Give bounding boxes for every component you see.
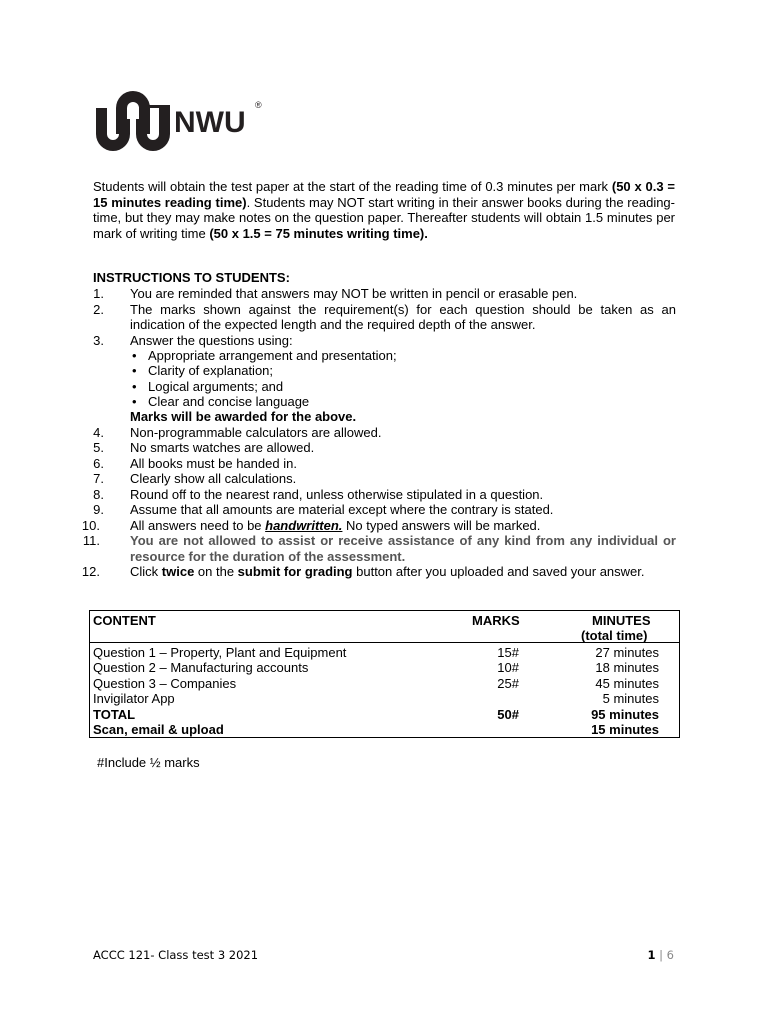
row-marks: 10# — [497, 660, 519, 675]
half-marks-note: #Include ½ marks — [97, 755, 200, 770]
page-separator: | — [659, 948, 664, 962]
intro-reading-time: (50 x 0.3 = 15 minutes reading time) — [93, 179, 675, 210]
logo-text: NWU — [174, 106, 246, 139]
instruction-item — [80, 456, 676, 472]
item-number: 5. — [93, 440, 104, 456]
item-text: The marks shown against the requirement(s) for each question should be taken as an indication of the expected length and the required depth of the answer. — [130, 301, 676, 332]
row-marks: 15# — [497, 645, 519, 660]
row-content: Question 2 – Manufacturing accounts — [93, 660, 309, 675]
criteria-item: • Appropriate arrangement and presentation; — [130, 348, 676, 363]
row-content: Invigilator App — [93, 691, 175, 706]
intro-text-1: Students will obtain the test paper at the start of the reading time of 0.3 minutes per mark — [93, 179, 609, 194]
upload-minutes: 15 minutes — [591, 722, 659, 737]
item-number: 7. — [93, 471, 104, 487]
item-number: 9. — [93, 502, 104, 518]
item-number: 12. — [81, 564, 100, 580]
submit-emphasis: submit for grading — [237, 564, 353, 580]
instruction-item — [80, 564, 676, 580]
instruction-item — [80, 518, 676, 534]
item-number: 10. — [81, 517, 100, 533]
item-number: 3. — [93, 332, 104, 348]
total-label: TOTAL — [93, 707, 136, 722]
criteria-item: • Logical arguments; and — [130, 379, 676, 394]
current-page: 1 — [647, 948, 656, 962]
item-number: 11. — [82, 533, 100, 549]
criteria-item: • Clear and concise language — [130, 394, 676, 409]
instruction-bullets — [80, 348, 676, 409]
item-text: All books must be handed in. — [130, 455, 297, 471]
row-minutes: 5 minutes — [602, 691, 659, 706]
row-minutes: 18 minutes — [595, 660, 659, 675]
page-number — [647, 948, 674, 962]
total-pages: 6 — [666, 948, 674, 962]
item-text: No smarts watches are allowed. — [130, 440, 315, 456]
item-number: 4. — [93, 424, 104, 440]
item-text: No typed answers will be marked. — [342, 517, 541, 533]
nwu-logo-mark — [94, 88, 269, 153]
row-minutes: 45 minutes — [595, 676, 659, 691]
item-text: button after you uploaded and saved your answer. — [352, 564, 645, 580]
nwu-logo — [94, 88, 269, 153]
row-minutes: 27 minutes — [595, 645, 659, 660]
item-text: All answers need to be — [130, 517, 266, 533]
footer-course-label: ACCC 121- Class test 3 2021 — [93, 948, 259, 962]
instruction-item — [80, 333, 676, 349]
item-number: 1. — [93, 286, 104, 301]
instruction-item — [80, 502, 676, 518]
item-text: You are reminded that answers may NOT be written in pencil or erasable pen. — [130, 286, 578, 301]
intro-text-2: . Students may NOT start writing in their answer books during the reading-time, but they may make notes on the question paper. Thereafter students will obtain 1.5 minutes per mark of writing time — [93, 194, 675, 241]
upload-label: Scan, email & upload — [93, 722, 224, 737]
row-content: Question 1 – Property, Plant and Equipment — [93, 645, 347, 660]
instruction-item — [80, 302, 676, 333]
total-marks: 50# — [497, 707, 519, 722]
instructions-title: INSTRUCTIONS TO STUDENTS: — [93, 270, 290, 285]
row-marks: 25# — [497, 676, 519, 691]
instruction-item — [80, 440, 676, 456]
header-content: CONTENT — [93, 613, 156, 628]
header-minutes-sub: (total time) — [581, 628, 648, 643]
assistance-warning: You are not allowed to assist or receive assistance of any kind from any individual or resource for the duration of the assessment. — [130, 533, 676, 564]
header-minutes: MINUTES — [592, 613, 651, 628]
intro-paragraph — [93, 179, 675, 241]
item-text: Round off to the nearest rand, unless otherwise stipulated in a question. — [130, 486, 544, 502]
criteria-item: • Clarity of explanation; — [130, 363, 676, 378]
item-text: Clearly show all calculations. — [130, 471, 297, 487]
row-content: Question 3 – Companies — [93, 676, 237, 691]
item-number: 2. — [93, 301, 104, 317]
item-number: 6. — [93, 455, 104, 471]
twice-emphasis: twice — [161, 564, 195, 580]
item-number: 8. — [93, 486, 104, 502]
content-table — [89, 610, 680, 738]
header-marks: MARKS — [472, 613, 520, 628]
item-text: Answer the questions using: — [130, 332, 293, 348]
item-text: Click — [130, 564, 162, 580]
instruction-item — [80, 471, 676, 487]
item-text: Assume that all amounts are material except where the contrary is stated. — [130, 502, 554, 518]
item-text: Non-programmable calculators are allowed. — [130, 424, 382, 440]
registered-mark: ® — [255, 100, 262, 110]
instruction-item — [80, 533, 676, 564]
instruction-item — [80, 286, 676, 302]
instruction-item — [80, 487, 676, 503]
handwritten-emphasis: handwritten. — [265, 517, 343, 533]
item-text: on the — [194, 564, 238, 580]
intro-writing-time: (50 x 1.5 = 75 minutes writing time). — [209, 225, 428, 241]
marks-awarded-note: Marks will be awarded for the above. — [130, 409, 357, 425]
total-minutes: 95 minutes — [591, 707, 659, 722]
instructions-list — [80, 286, 676, 580]
criteria-list — [130, 348, 676, 409]
instruction-item — [80, 425, 676, 441]
